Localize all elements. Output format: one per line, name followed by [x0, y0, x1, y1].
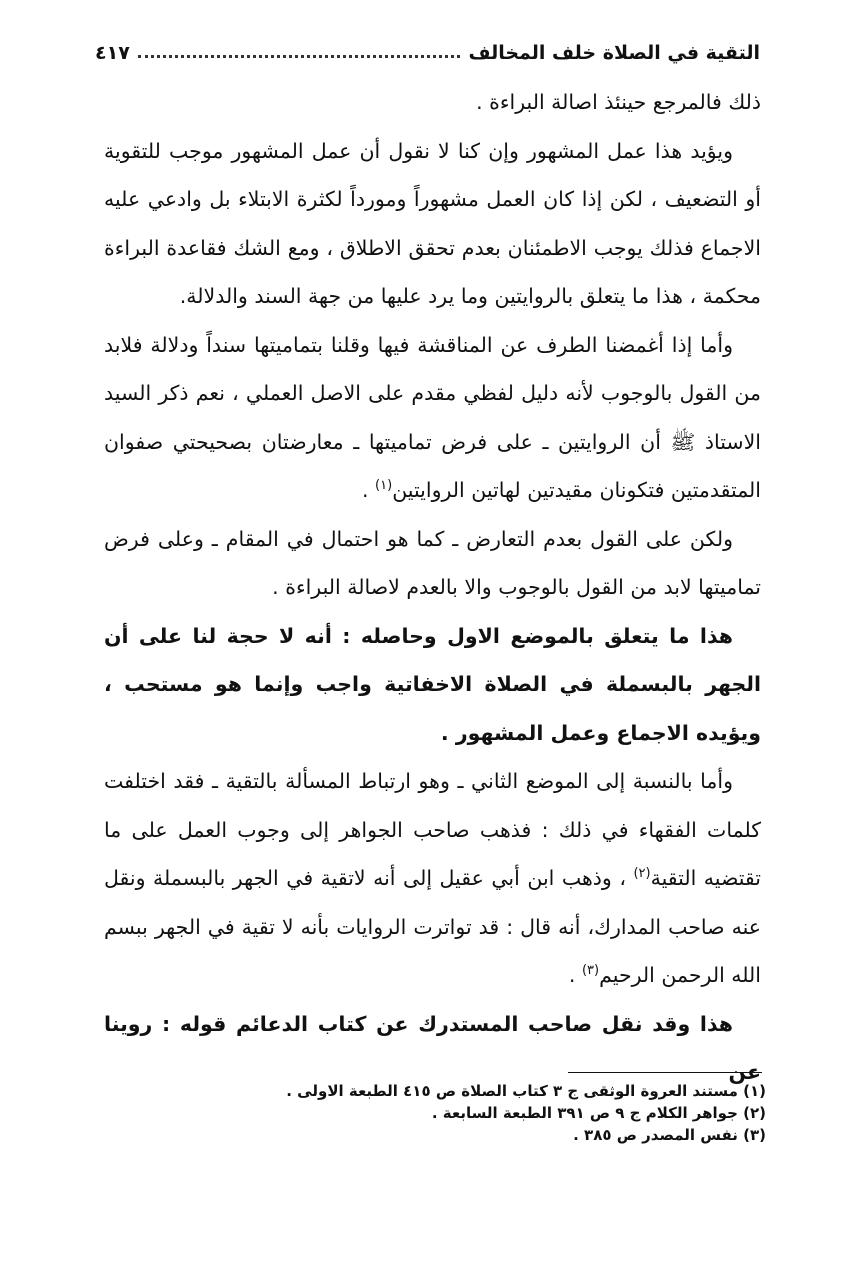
paragraph-text: ويؤيد هذا عمل المشهور وإن كنا لا نقول أن عمل المشهور موجب للتقوية أو التضعيف ، لكن إذا كان العمل مشهوراً ومورداً لكثرة الابتلاء بل وادعي عليه الاجماع فذلك يوجب الاطمئنان بعدم تحقق الاطلاق ، ومع الشك فقاعدة البراءة محكمة ، هذا ما يتعلق بالروايتين وما يرد عليها من جهة السند والدلالة. — [104, 138, 761, 308]
paragraph-text: هذا وقد نقل صاحب المستدرك عن كتاب الدعائم قوله : روينا عن — [104, 1011, 761, 1084]
paragraph — [104, 78, 761, 127]
footnote: (٣) نفس المصدر ص ٣٨٥ . — [573, 1126, 766, 1144]
footnote-marker: (١) — [375, 478, 393, 494]
paragraph-text: ذلك فالمرجع حينئذ اصالة البراءة . — [476, 90, 761, 114]
paragraph-text: وأما بالنسبة إلى الموضع الثاني ـ وهو ارتباط المسألة بالتقية ـ فقد اختلفت كلمات الفقهاء في ذلك : فذهب صاحب الجواهر إلى وجوب العمل على ما تقتضيه التقية — [104, 769, 761, 890]
paragraph-tail: . — [568, 963, 582, 987]
main-text — [104, 78, 761, 1097]
footnote-marker: (٣) — [581, 963, 600, 979]
paragraph-text: هذا ما يتعلق بالموضع الاول وحاصله : أنه لا حجة لنا على أن الجهر بالبسملة في الصلاة الاخفاتية واجب وإنما هو مستحب ، ويؤيده الاجماع وعمل المشهور . — [104, 623, 761, 745]
page-number: ٤١٧ — [95, 42, 130, 64]
footnote: (٢) جواهر الكلام ج ٩ ص ٣٩١ الطبعة السابعة . — [431, 1104, 766, 1122]
paragraph — [104, 515, 761, 612]
paragraph-tail: ، وذهب ابن أبي عقيل إلى أنه لاتقية في الجهر بالبسملة ونقل عنه صاحب المدارك، أنه قال : قد تواترت الروايات بأنه لا تقية في الجهر ببسم الله الرحمن الرحيم — [104, 866, 761, 987]
paragraph — [104, 757, 761, 1000]
header-dot-leader — [138, 55, 461, 58]
paragraph — [104, 321, 761, 515]
header-title: التقية في الصلاة خلف المخالف — [468, 42, 760, 64]
footnote: (١) مستند العروة الوثقى ج ٣ كتاب الصلاة ص ٤١٥ الطبعة الاولى . — [286, 1082, 766, 1100]
footnote-marker: (٢) — [633, 866, 651, 882]
footnote-separator — [568, 1072, 762, 1073]
paragraph — [104, 612, 761, 758]
footnotes — [104, 1080, 766, 1146]
running-header — [95, 30, 760, 64]
paragraph-tail: . — [362, 478, 376, 502]
paragraph — [104, 127, 761, 321]
paragraph-text: ولكن على القول بعدم التعارض ـ كما هو احتمال في المقام ـ وعلى فرض تماميتها لابد من القول بالوجوب والا بالعدم لاصالة البراءة . — [104, 526, 761, 599]
paragraph-text: وأما إذا أغمضنا الطرف عن المناقشة فيها وقلنا بتماميتها سنداً ودلالة فلابد من القول بالوجوب لأنه دليل لفظي مقدم على الاصل العملي ، نعم ذكر السيد الاستاذ ﷺ أن الروايتين ـ على فرض تماميتها ـ معارضتان بصحيحتي صفوان المتقدمتين فتكونان مقيدتين لهاتين الروايتين — [104, 332, 761, 502]
